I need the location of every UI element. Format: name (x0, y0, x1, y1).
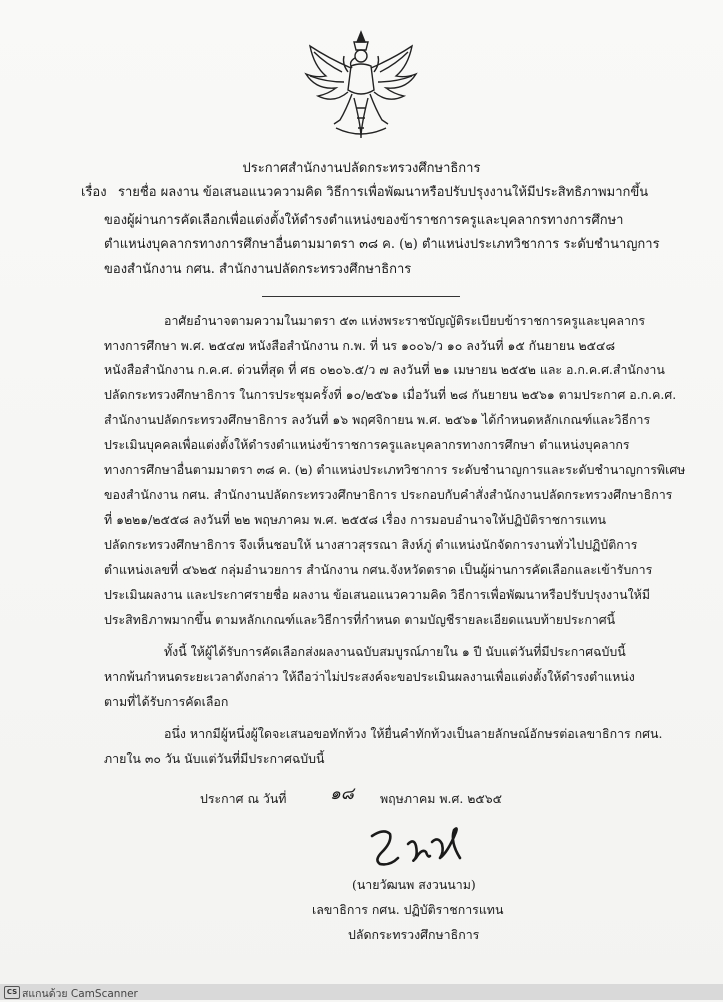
handwritten-signature-icon (368, 822, 468, 872)
paragraph3-line: อนึ่ง หากมีผู้หนึ่งผู้ใดจะเสนอขอทักท้วง ให้ยื่นคำทักท้วงเป็นลายลักษณ์อักษรต่อเลขาธิการ กศน. (164, 726, 663, 741)
paragraph2-line: ทั้งนี้ ให้ผู้ได้รับการคัดเลือกส่งผลงานฉบับสมบูรณ์ภายใน ๑ ปี นับแต่วันที่มีประกาศฉบับนี้ (164, 644, 626, 659)
paragraph1-line: ประสิทธิภาพมากขึ้น ตามหลักเกณฑ์และวิธีการที่กำหนด ตามบัญชีรายละเอียดแนบท้ายประกาศนี้ (104, 612, 616, 627)
paragraph2-line: ตามที่ได้รับการคัดเลือก (104, 694, 229, 709)
paragraph1-line: ตำแหน่งเลขที่ ๔๖๒๕ กลุ่มอำนวยการ สำนักงาน กศน.จังหวัดตราด เป็นผู้ผ่านการคัดเลือกและเข้ารับการ (104, 562, 653, 577)
paragraph2-line: หากพ้นกำหนดระยะเวลาดังกล่าว ให้ถือว่าไม่ประสงค์จะขอประเมินผลงานเพื่อแต่งตั้งให้ดำรงตำแหน่ง (104, 669, 635, 684)
announce-month-year: พฤษภาคม พ.ศ. ๒๕๖๕ (380, 791, 502, 806)
signatory-position-2: ปลัดกระทรวงศึกษาธิการ (348, 927, 480, 942)
paragraph1-line: หนังสือสำนักงาน ก.ค.ศ. ด่วนที่สุด ที่ ศธ ๐๒๐๖.๕/ว ๗ ลงวันที่ ๒๑ เมษายน ๒๕๕๒ และ อ.ก.ค.ศ.สำนักงาน (104, 362, 665, 377)
subject-line-2: ของผู้ผ่านการคัดเลือกเพื่อแต่งตั้งให้ดำรงตำแหน่งของข้าราชการครูและบุคลากรทางการศึกษา (104, 213, 624, 228)
garuda-emblem-icon (296, 28, 426, 148)
scanner-footer-text: สแกนด้วย CamScanner (22, 988, 138, 1000)
paragraph1-line: สำนักงานปลัดกระทรวงศึกษาธิการ ลงวันที่ ๑๖ พฤศจิกายน พ.ศ. ๒๕๖๑ ได้กำหนดหลักเกณฑ์และวิธีการ (104, 412, 651, 427)
signatory-name: (นายวัฒนพ สงวนนาม) (352, 877, 476, 892)
announce-prefix: ประกาศ ณ วันที่ (200, 791, 287, 806)
paragraph1-line: อาศัยอำนาจตามความในมาตรา ๕๓ แห่งพระราชบัญญัติระเบียบข้าราชการครูและบุคลากร (164, 313, 646, 328)
subject-line-1: รายชื่อ ผลงาน ข้อเสนอแนวความคิด วิธีการเพื่อพัฒนาหรือปรับปรุงงานให้มีประสิทธิภาพมากขึ้น (118, 185, 649, 200)
paragraph1-line: ประเมินบุคคลเพื่อแต่งตั้งให้ดำรงตำแหน่งข้าราชการครูและบุคลากรทางการศึกษา ตำแหน่งบุคลากร (104, 437, 630, 452)
announcement-title: ประกาศสำนักงานปลัดกระทรวงศึกษาธิการ (242, 161, 481, 176)
divider-line (262, 296, 460, 297)
paragraph1-line: ปลัดกระทรวงศึกษาธิการ ในการประชุมครั้งที่ ๑๐/๒๕๖๑ เมื่อวันที่ ๒๘ กันยายน ๒๕๖๑ ตามประกาศ อ.ก.ค.ศ. (104, 387, 677, 402)
paragraph1-line: ประเมินผลงาน และประกาศรายชื่อ ผลงาน ข้อเสนอแนวความคิด วิธีการเพื่อพัฒนาหรือปรับปรุงงานให้มี (104, 587, 651, 602)
scanner-footer (0, 984, 723, 1000)
signatory-position-1: เลขาธิการ กศน. ปฏิบัติราชการแทน (312, 902, 504, 917)
announce-day: ๑๘ (330, 784, 354, 804)
subject-line-3: ตำแหน่งบุคลากรทางการศึกษาอื่นตามมาตรา ๓๘ ค. (๒) ตำแหน่งประเภทวิชาการ ระดับชำนาญการ (104, 237, 660, 252)
camscanner-logo-icon: CS (4, 986, 20, 999)
paragraph1-line: ทางการศึกษา พ.ศ. ๒๕๔๗ หนังสือสำนักงาน ก.พ. ที่ นร ๑๐๐๖/ว ๑๐ ลงวันที่ ๑๕ กันยายน ๒๕๔๘ (104, 338, 615, 353)
paragraph3-line: ภายใน ๓๐ วัน นับแต่วันที่มีประกาศฉบับนี้ (104, 751, 325, 766)
paragraph1-line: ทางการศึกษาอื่นตามมาตรา ๓๘ ค. (๒) ตำแหน่งประเภทวิชาการ ระดับชำนาญการและระดับชำนาญการพิเศษ (104, 462, 686, 477)
subject-line-4: ของสำนักงาน กศน. สำนักงานปลัดกระทรวงศึกษาธิการ (104, 262, 412, 277)
paragraph1-line: ปลัดกระทรวงศึกษาธิการ จึงเห็นชอบให้ นางสาวสุรรณา สิงห์ภู่ ตำแหน่งนักจัดการงานทั่วไปปฏิบัติการ (104, 537, 638, 552)
paragraph1-line: ของสำนักงาน กศน. สำนักงานปลัดกระทรวงศึกษาธิการ ประกอบกับคำสั่งสำนักงานปลัดกระทรวงศึกษาธิการ (104, 487, 673, 502)
subject-label: เรื่อง (81, 185, 107, 200)
paragraph1-line: ที่ ๑๒๒๑/๒๕๕๘ ลงวันที่ ๒๒ พฤษภาคม พ.ศ. ๒๕๕๘ เรื่อง การมอบอำนาจให้ปฏิบัติราชการแทน (104, 512, 606, 527)
